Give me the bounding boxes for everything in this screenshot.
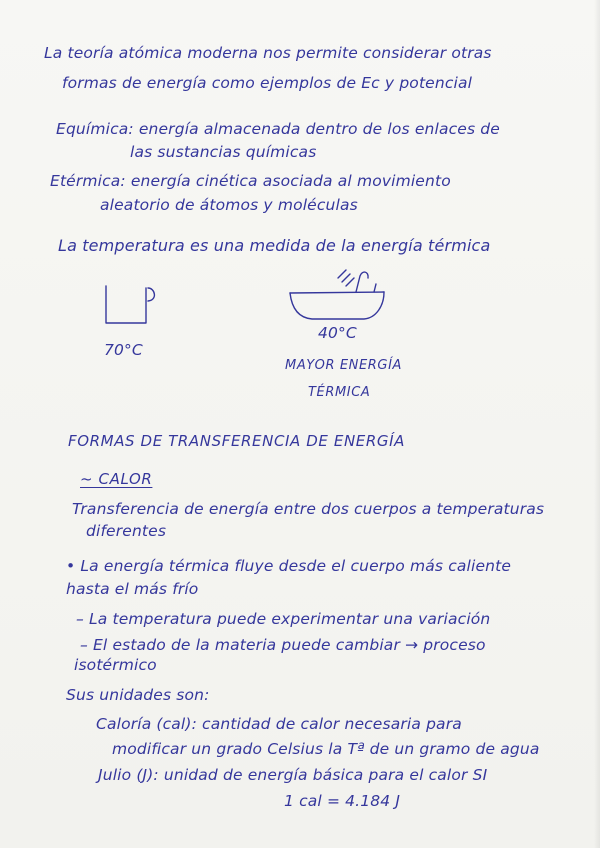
text-line-17: Sus unidades son: bbox=[66, 686, 210, 704]
bathtub-drawing bbox=[290, 292, 384, 319]
text-line-2: formas de energía como ejemplos de Ec y potencial bbox=[62, 74, 473, 92]
text-line-18: Caloría (cal): cantidad de calor necesaria para bbox=[96, 715, 462, 733]
text-line-6: aleatorio de átomos y moléculas bbox=[100, 196, 358, 214]
text-line-21: 1 cal = 4.184 J bbox=[284, 792, 401, 810]
subheading-calor: ~ CALOR bbox=[80, 470, 153, 488]
text-line-19: modificar un grado Celsius la Tª de un gramo de agua bbox=[112, 740, 540, 758]
text-line-11: diferentes bbox=[86, 522, 167, 540]
text-line-10: Transferencia de energía entre dos cuerpos a temperaturas bbox=[72, 500, 545, 518]
text-line-1: La teoría atómica moderna nos permite considerar otras bbox=[44, 44, 492, 62]
text-line-12: • La energía térmica fluye desde el cuerpo más caliente bbox=[66, 557, 512, 575]
text-line-5: Etérmica: energía cinética asociada al movimiento bbox=[50, 172, 451, 190]
text-line-14: – La temperatura puede experimentar una variación bbox=[76, 610, 491, 628]
text-line-15: – El estado de la materia puede cambiar → proceso bbox=[80, 636, 486, 654]
cup-drawing bbox=[106, 286, 146, 323]
right-temperature-label: 40°C bbox=[318, 324, 357, 342]
text-line-3: Equímica: energía almacenada dentro de los enlaces de bbox=[56, 120, 500, 138]
text-line-4: las sustancias químicas bbox=[130, 143, 317, 161]
text-line-16: isotérmico bbox=[74, 656, 157, 674]
figure-note-line-2: TÉRMICA bbox=[308, 385, 371, 400]
cup-handle-drawing bbox=[148, 288, 154, 301]
section-heading: FORMAS DE TRANSFERENCIA DE ENERGÍA bbox=[68, 432, 405, 450]
text-line-13: hasta el más frío bbox=[66, 580, 199, 598]
left-temperature-label: 70°C bbox=[104, 341, 143, 359]
figure-note-line-1: MAYOR ENERGÍA bbox=[285, 358, 403, 373]
text-line-7: La temperatura es una medida de la energía térmica bbox=[58, 236, 491, 255]
text-line-20: Julio (J): unidad de energía básica para el calor SI bbox=[98, 766, 488, 784]
page-edge-shadow bbox=[594, 0, 600, 848]
